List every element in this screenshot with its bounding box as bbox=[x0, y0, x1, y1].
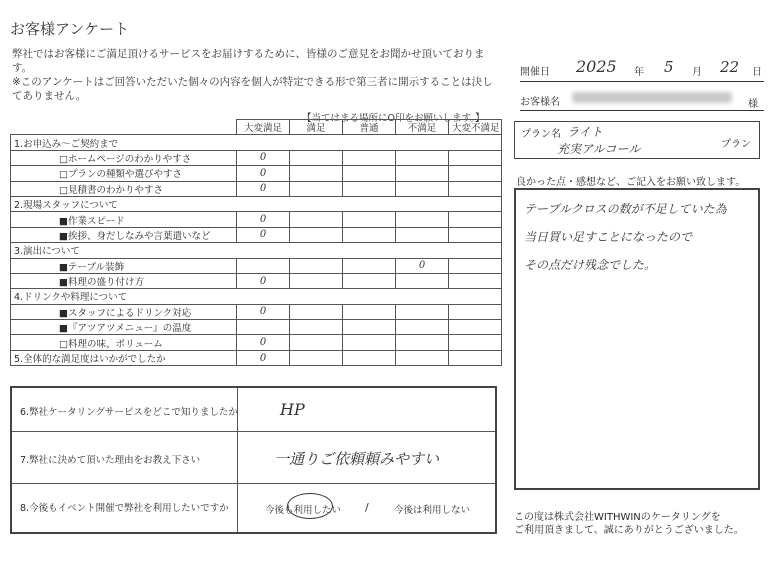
rating-mark: 0 bbox=[237, 335, 290, 350]
intro-line-1: 弊社ではお客様にご満足頂けるサービスをお届けするために、皆様のご意見をお聞かせ頂いております。 bbox=[12, 48, 485, 74]
item-label: ■料理の盛り付け方 bbox=[11, 273, 237, 288]
section-title: 1.お申込み～ご契約まで bbox=[11, 135, 502, 150]
rating-mark: 0 bbox=[237, 304, 290, 319]
col-very-satisfied: 大変満足 bbox=[237, 120, 290, 135]
item-label: □料理の味、ボリューム bbox=[11, 335, 237, 350]
plan-suffix: プラン bbox=[721, 139, 751, 150]
item-label: □見積書のわかりやすさ bbox=[11, 181, 237, 196]
table-row bbox=[11, 350, 502, 365]
customer-name-label: お客様名 bbox=[520, 97, 560, 108]
question-8-label: 8.今後もイベント開催で弊社を利用したいですか bbox=[20, 503, 229, 514]
option-separator: / bbox=[365, 501, 369, 514]
question-8-row bbox=[12, 484, 495, 532]
satisfaction-table bbox=[10, 119, 502, 366]
rating-mark: 0 bbox=[237, 166, 290, 181]
item-label: ■挨拶、身だしなみや言葉遣いなど bbox=[11, 227, 237, 242]
table-row bbox=[11, 320, 502, 335]
rating-mark: 0 bbox=[237, 212, 290, 227]
rating-mark: 0 bbox=[237, 181, 290, 196]
selected-circle-mark bbox=[287, 493, 333, 519]
year-unit: 年 bbox=[634, 67, 644, 78]
col-dissatisfied: 不満足 bbox=[396, 120, 449, 135]
option-will-use: 今後も利用したい bbox=[265, 505, 342, 516]
section-row bbox=[11, 289, 502, 304]
table-row bbox=[11, 166, 502, 181]
rating-mark bbox=[237, 320, 290, 335]
question-7-answer: 一通りご依頼頼みやすい bbox=[274, 450, 440, 468]
month-unit: 月 bbox=[692, 67, 702, 78]
section-row bbox=[11, 243, 502, 258]
plan-name-label: プラン名 bbox=[521, 129, 561, 140]
comment-line-1: テーブルクロスの数が不足していた為 bbox=[524, 202, 727, 216]
col-very-dissatisfied: 大変不満足 bbox=[449, 120, 502, 135]
event-year: 2025 bbox=[576, 57, 617, 76]
intro-line-2: ※このアンケートはご回答いただいた個々の内容を個人が特定できる形で第三者に開示することは決してありません。 bbox=[12, 76, 493, 102]
rating-mark: 0 bbox=[237, 273, 290, 288]
comment-box bbox=[514, 188, 760, 490]
plan-handwritten-2: 充実アルコール bbox=[557, 142, 641, 156]
intro-text bbox=[12, 47, 502, 103]
table-row bbox=[11, 212, 502, 227]
item-label: □プランの種類や選びやすさ bbox=[11, 166, 237, 181]
section-title: 2.現場スタッフについて bbox=[11, 196, 502, 211]
rating-mark: 0 bbox=[237, 227, 290, 242]
item-label: ■テーブル装飾 bbox=[11, 258, 237, 273]
comment-label: 良かった点・感想など、ご記入をお願い致します。 bbox=[516, 177, 746, 188]
event-date-row bbox=[520, 57, 764, 82]
rating-mark: 0 bbox=[396, 258, 449, 273]
table-row bbox=[11, 227, 502, 242]
rating-mark: 0 bbox=[237, 150, 290, 165]
plan-name-box bbox=[514, 121, 760, 159]
question-7-label: 7.弊社に決めて頂いた理由をお教え下さい bbox=[20, 455, 201, 466]
instruction-hint: 【当てはまる場所にO印をお願いします。】 bbox=[302, 113, 485, 124]
thanks-line-1: この度は株式会社WITHWINのケータリングを bbox=[514, 512, 721, 523]
rating-mark: 0 bbox=[237, 350, 290, 365]
customer-suffix: 様 bbox=[748, 99, 758, 110]
event-date-label: 開催日 bbox=[520, 67, 550, 78]
customer-name-row bbox=[520, 91, 764, 111]
section-title: 3.演出について bbox=[11, 243, 502, 258]
event-day: 22 bbox=[720, 58, 740, 76]
item-label: □ホームページのわかりやすさ bbox=[11, 150, 237, 165]
plan-handwritten-1: ライト bbox=[567, 125, 603, 139]
section-title: 4.ドリンクや料理について bbox=[11, 289, 502, 304]
page-title: お客様アンケート bbox=[10, 20, 130, 38]
table-header-row bbox=[11, 120, 502, 135]
day-unit: 日 bbox=[752, 67, 762, 78]
question-7-row bbox=[12, 432, 495, 484]
event-month: 5 bbox=[664, 58, 674, 76]
questions-box bbox=[10, 386, 497, 534]
section-row bbox=[11, 196, 502, 211]
item-label: ■スタッフによるドリンク対応 bbox=[11, 304, 237, 319]
question-6-answer: HP bbox=[280, 400, 305, 419]
table-row bbox=[11, 273, 502, 288]
section-title: 5.全体的な満足度はいかがでしたか bbox=[11, 350, 237, 365]
table-row bbox=[11, 258, 502, 273]
question-6-row bbox=[12, 388, 495, 432]
question-6-label: 6.弊社ケータリングサービスをどこで知りましたか bbox=[20, 407, 238, 418]
section-row bbox=[11, 135, 502, 150]
table-row bbox=[11, 150, 502, 165]
item-label: ■作業スピード bbox=[11, 212, 237, 227]
redacted-name bbox=[572, 92, 732, 104]
table-row bbox=[11, 304, 502, 319]
item-label: ■『アツアツメニュー』の温度 bbox=[11, 320, 237, 335]
thank-you-note bbox=[514, 511, 764, 537]
comment-line-2: 当日買い足すことになったので bbox=[524, 230, 693, 244]
thanks-line-2: ご利用頂きまして、誠にありがとうございました。 bbox=[514, 525, 744, 536]
table-row bbox=[11, 181, 502, 196]
col-satisfied: 満足 bbox=[290, 120, 343, 135]
table-row bbox=[11, 335, 502, 350]
comment-line-3: その点だけ残念でした。 bbox=[524, 258, 657, 272]
col-normal: 普通 bbox=[343, 120, 396, 135]
option-will-not-use: 今後は利用しない bbox=[394, 505, 471, 516]
